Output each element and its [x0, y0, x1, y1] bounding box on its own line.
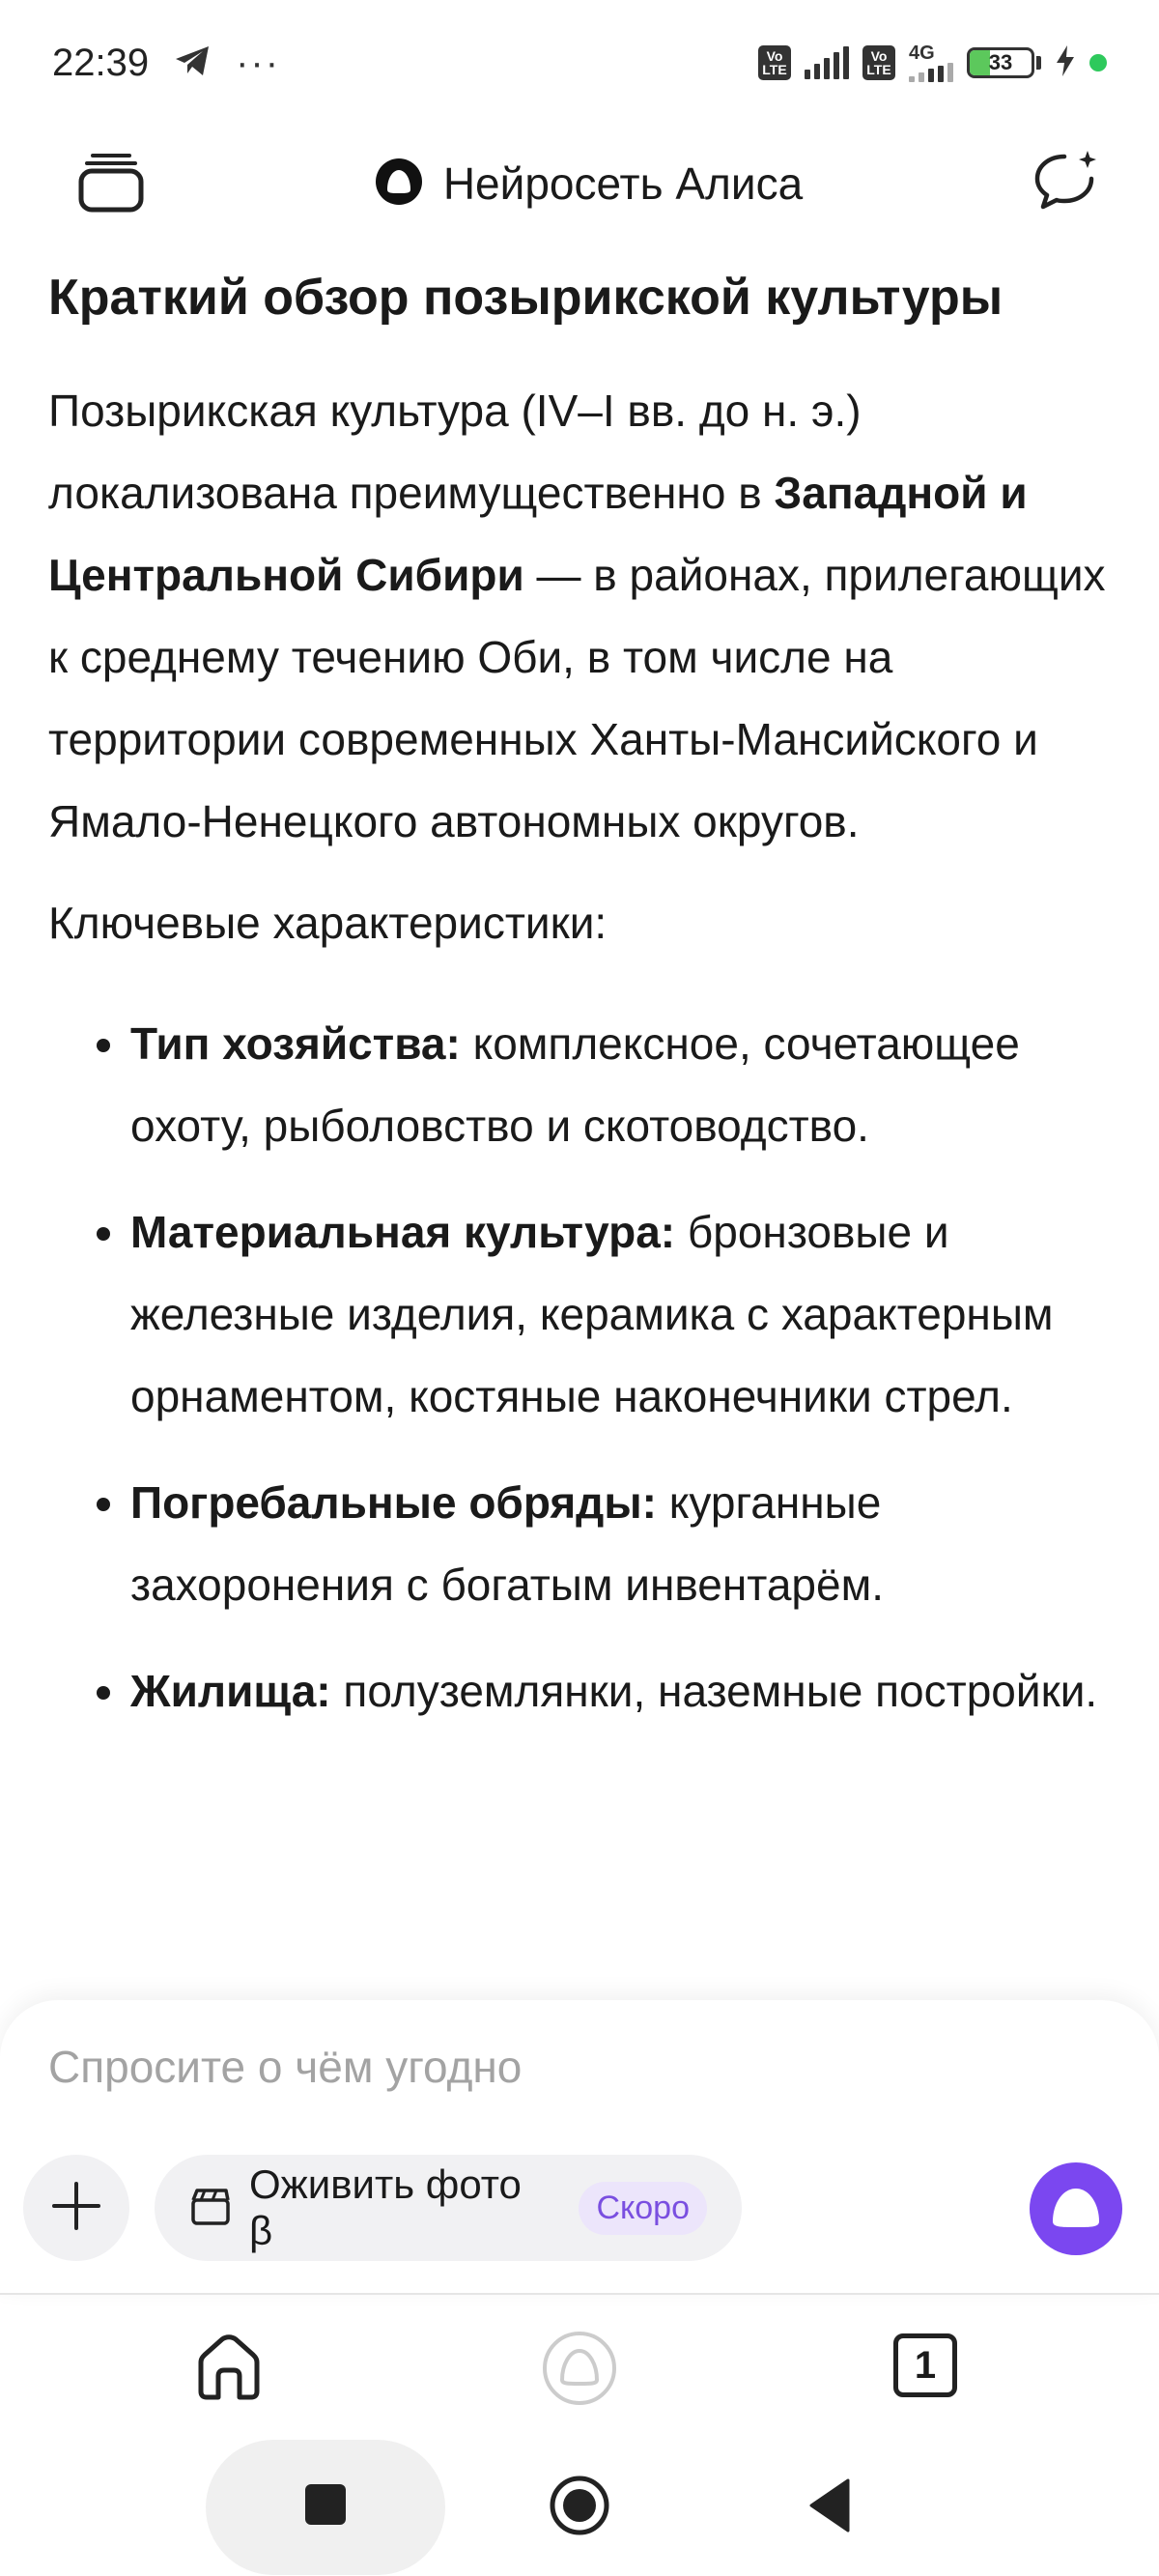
- list-item-text: комплексное, сочетающее охоту, рыболовство и скотоводство.: [130, 1017, 1020, 1151]
- chat-content: [48, 266, 1120, 1757]
- message-input[interactable]: Спросите о чём угодно: [48, 2042, 523, 2092]
- app-header: [0, 126, 1159, 242]
- list-item: [130, 1462, 1120, 1626]
- back-icon[interactable]: [807, 2476, 852, 2539]
- alice-icon: [1047, 2183, 1105, 2236]
- article-intro: [48, 370, 1120, 863]
- new-chat-icon[interactable]: [1032, 147, 1101, 221]
- attach-button[interactable]: [23, 2155, 129, 2261]
- header-title: Нейросеть Алиса: [442, 158, 804, 209]
- battery-percent: 33: [988, 50, 1013, 74]
- history-stack-icon[interactable]: [77, 150, 145, 218]
- battery-fill: [970, 50, 990, 75]
- status-time: 22:39: [52, 41, 150, 84]
- telegram-icon: [174, 44, 211, 82]
- animate-photo-button[interactable]: [155, 2155, 742, 2261]
- composer: [0, 2000, 1159, 2295]
- alice-logo-icon: [374, 157, 424, 212]
- system-home-icon[interactable]: [549, 2475, 610, 2541]
- signal-icon-2: [909, 63, 953, 82]
- status-right: [758, 43, 1107, 82]
- alice-nav-icon[interactable]: [541, 2330, 618, 2412]
- privacy-dot: [1089, 54, 1107, 72]
- list-item-text: курганные захоронения с богатым инвентарём.: [130, 1476, 884, 1610]
- article-subheading: Ключевые характеристики:: [48, 897, 608, 948]
- characteristics-list: [48, 1003, 1120, 1732]
- clapperboard-icon: [189, 2185, 232, 2232]
- list-item: [130, 1650, 1120, 1732]
- browser-nav-bar: [0, 2295, 1159, 2430]
- tabs-count-button[interactable]: [893, 2333, 957, 2397]
- header-title-wrap[interactable]: [374, 157, 803, 212]
- charging-icon: [1055, 45, 1076, 81]
- intro-bold: Западной и Центральной Сибири: [48, 467, 1028, 600]
- network-group: [909, 43, 953, 82]
- signal-icon: [805, 46, 849, 79]
- intro-text-2: — в районах, прилегающих к среднему течению Оби, в том числе на территории современных Ханты-Мансийского и Ямало-Ненецкого автономных округов.: [48, 549, 1106, 846]
- system-nav-bar: [0, 2430, 1159, 2576]
- more-icon: ···: [236, 41, 281, 84]
- alice-voice-button[interactable]: [1030, 2162, 1122, 2255]
- intro-text-1: Позырикская культура (IV–I вв. до н. э.) локализована преимущественно в: [48, 385, 862, 518]
- plus-icon: [50, 2180, 102, 2237]
- list-item-label: Погребальные обряды:: [130, 1476, 657, 1528]
- home-icon[interactable]: [193, 2332, 265, 2408]
- list-item: [130, 1003, 1120, 1167]
- list-item-text: бронзовые и железные изделия, керамика с характерным орнаментом, костяные наконечники стрел.: [130, 1206, 1054, 1421]
- article-heading: Краткий обзор позырикской культуры: [48, 270, 1004, 326]
- list-item-label: Тип хозяйства:: [130, 1017, 461, 1069]
- list-item-text: полуземлянки, наземные постройки.: [330, 1665, 1098, 1716]
- list-item-label: Материальная культура:: [130, 1206, 676, 1257]
- list-item: [130, 1191, 1120, 1438]
- volte-badge-2: Vo LTE: [862, 45, 895, 80]
- status-left: [52, 42, 280, 85]
- tabs-count: 1: [914, 2343, 937, 2387]
- animate-photo-label: Оживить фото β: [249, 2161, 522, 2253]
- list-item-label: Жилища:: [130, 1665, 331, 1716]
- battery-icon: [967, 47, 1041, 78]
- soon-badge: Скоро: [579, 2182, 707, 2235]
- volte-badge-1: Vo LTE: [758, 45, 791, 80]
- network-label: 4G: [909, 43, 935, 64]
- status-bar: [0, 0, 1159, 126]
- recents-icon[interactable]: [305, 2484, 346, 2525]
